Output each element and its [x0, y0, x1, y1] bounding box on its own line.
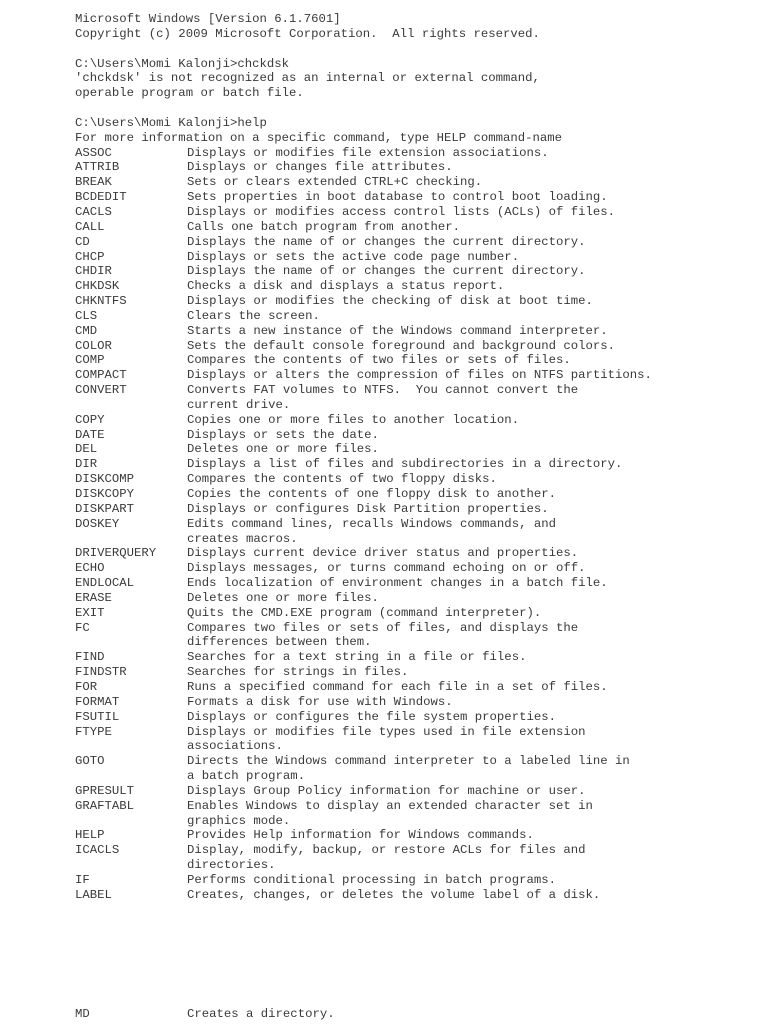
command-row: [75, 428, 755, 443]
command-row: [75, 725, 755, 740]
error-line-2: operable program or batch file.: [75, 86, 304, 101]
command-name: [75, 635, 187, 650]
command-description: Displays or sets the active code page number.: [187, 249, 520, 264]
command-description: Displays or alters the compression of files on NTFS partitions.: [187, 368, 652, 383]
command-name: MD: [75, 1007, 90, 1021]
command-name: DIR: [75, 457, 98, 472]
command-name: GPRESULT: [75, 783, 135, 798]
command-row-continuation: [75, 398, 755, 413]
command-row: [75, 843, 755, 858]
command-row: [75, 754, 755, 769]
command-name: GRAFTABL: [75, 798, 135, 813]
command-row: [75, 799, 755, 814]
command-row: [75, 250, 755, 265]
blank-line: [75, 101, 755, 116]
command-row: [75, 190, 755, 205]
command-description: Quits the CMD.EXE program (command interpreter).: [187, 605, 542, 620]
command-description: Provides Help information for Windows commands.: [187, 828, 534, 843]
command-name: CONVERT: [75, 383, 127, 398]
command-description: associations.: [187, 739, 283, 754]
command-name: COMP: [75, 353, 105, 368]
command-description: Copies the contents of one floppy disk to another.: [187, 487, 556, 501]
command-name: FC: [75, 620, 90, 635]
command-description: Deletes one or more files.: [187, 590, 379, 605]
command-row: [75, 710, 755, 725]
command-name: EXIT: [75, 605, 105, 620]
command-description: Displays or modifies file types used in file extension: [187, 724, 586, 739]
command-row-continuation: [75, 814, 755, 829]
command-description: Displays or configures the file system properties.: [187, 709, 556, 724]
command-name: FSUTIL: [75, 709, 120, 724]
command-name: CHCP: [75, 249, 105, 264]
command-row: [75, 175, 755, 190]
command-row: [75, 264, 755, 279]
command-description: Edits command lines, recalls Windows commands, and: [187, 516, 556, 531]
command-name: FTYPE: [75, 724, 112, 739]
command-description: graphics mode.: [187, 813, 291, 828]
command-name: ASSOC: [75, 145, 112, 160]
command-row: [75, 279, 755, 294]
command-row: [75, 472, 755, 487]
command-row: [75, 146, 755, 161]
command-description: Calls one batch program from another.: [187, 219, 461, 234]
command-name: CHKNTFS: [75, 294, 127, 309]
command-row: [75, 442, 755, 457]
command-description: Checks a disk and displays a status report.: [187, 279, 505, 294]
command-row: [75, 339, 755, 354]
command-description: creates macros.: [187, 531, 298, 546]
command-description: Searches for a text string in a file or files.: [187, 650, 527, 665]
command-row: [75, 680, 755, 695]
command-name: FINDSTR: [75, 665, 127, 680]
command-name: DATE: [75, 427, 105, 442]
command-description: Formats a disk for use with Windows.: [187, 694, 453, 709]
command-description: Displays Group Policy information for machine or user.: [187, 783, 586, 798]
command-name: GOTO: [75, 754, 105, 769]
command-row: [75, 665, 755, 680]
command-row: [75, 873, 755, 888]
command-row: [75, 324, 755, 339]
trailing-command-row: [75, 1007, 755, 1022]
command-description: Displays the name of or changes the current directory.: [187, 264, 586, 279]
command-description: Displays or configures Disk Partition properties.: [187, 501, 549, 516]
command-description: Converts FAT volumes to NTFS. You cannot convert the: [187, 383, 579, 398]
command-description: Creates, changes, or deletes the volume label of a disk.: [187, 887, 601, 902]
command-row: [75, 457, 755, 472]
command-description: Enables Windows to display an extended character set in: [187, 798, 593, 813]
command-name: CACLS: [75, 204, 112, 219]
command-row-continuation: [75, 739, 755, 754]
command-description: directories.: [187, 858, 276, 873]
command-description: Display, modify, backup, or restore ACLs for files and: [187, 843, 586, 858]
command-description: Runs a specified command for each file in a set of files.: [187, 679, 608, 694]
command-description: Sets or clears extended CTRL+C checking.: [187, 175, 483, 190]
command-row: [75, 413, 755, 428]
command-name: ENDLOCAL: [75, 576, 135, 591]
command-name: ICACLS: [75, 843, 120, 858]
command-row: [75, 502, 755, 517]
command-name: CALL: [75, 219, 105, 234]
prompt-chckdsk: C:\Users\Momi Kalonji>chckdsk: [75, 56, 290, 71]
command-name: [75, 398, 187, 413]
command-name: CD: [75, 234, 90, 249]
command-description: Directs the Windows command interpreter to a labeled line in: [187, 754, 630, 769]
command-name: DISKCOMP: [75, 472, 135, 487]
command-name: [75, 858, 187, 873]
command-name: CHDIR: [75, 264, 112, 279]
command-row: [75, 487, 755, 502]
command-description: Sets the default console foreground and background colors.: [187, 338, 616, 353]
command-description: Deletes one or more files.: [187, 442, 379, 457]
command-name: ECHO: [75, 561, 105, 576]
command-row: [75, 517, 755, 532]
command-description: Displays or sets the date.: [187, 427, 379, 442]
command-description: Displays the name of or changes the current directory.: [187, 234, 586, 249]
command-description: differences between them.: [187, 635, 372, 650]
command-name: FIND: [75, 650, 105, 665]
command-row: [75, 546, 755, 561]
command-description: Displays or modifies file extension associations.: [187, 145, 549, 160]
command-row: [75, 368, 755, 383]
command-row: [75, 220, 755, 235]
command-description: Ends localization of environment changes in a batch file.: [187, 576, 608, 591]
command-description: Displays a list of files and subdirectories in a directory.: [187, 457, 623, 472]
command-row: [75, 205, 755, 220]
command-row: [75, 606, 755, 621]
command-row: [75, 309, 755, 324]
command-description: Searches for strings in files.: [187, 665, 409, 680]
command-name: LABEL: [75, 887, 112, 902]
command-name: FORMAT: [75, 694, 120, 709]
command-row: [75, 591, 755, 606]
command-name: CLS: [75, 308, 98, 323]
command-name: COLOR: [75, 338, 112, 353]
version-line: Microsoft Windows [Version 6.1.7601]: [75, 12, 341, 26]
command-row: [75, 235, 755, 250]
command-description: Performs conditional processing in batch programs.: [187, 872, 556, 887]
command-name: BREAK: [75, 175, 112, 190]
command-row: [75, 561, 755, 576]
command-name: [75, 769, 187, 784]
command-name: CHKDSK: [75, 279, 120, 294]
command-name: COMPACT: [75, 368, 127, 383]
command-name: COPY: [75, 412, 105, 427]
error-line-1: 'chckdsk' is not recognized as an internal or external command,: [75, 71, 540, 86]
command-description: Copies one or more files to another location.: [187, 412, 520, 427]
command-row-continuation: [75, 858, 755, 873]
console-output: [75, 12, 755, 903]
command-description: Starts a new instance of the Windows command interpreter.: [187, 323, 608, 338]
command-description: a batch program.: [187, 769, 306, 784]
command-name: DOSKEY: [75, 516, 120, 531]
command-row: [75, 650, 755, 665]
command-name: CMD: [75, 323, 98, 338]
command-description: Compares two files or sets of files, and displays the: [187, 620, 579, 635]
command-row: [75, 294, 755, 309]
command-row: [75, 576, 755, 591]
command-description: Creates a directory.: [187, 1007, 335, 1021]
command-description: Displays or modifies access control lists (ACLs) of files.: [187, 204, 616, 219]
command-row: [75, 621, 755, 636]
command-name: FOR: [75, 679, 98, 694]
command-name: [75, 814, 187, 829]
command-row: [75, 353, 755, 368]
command-row-continuation: [75, 635, 755, 650]
command-description: current drive.: [187, 397, 291, 412]
command-row-continuation: [75, 532, 755, 547]
command-description: Sets properties in boot database to control boot loading.: [187, 190, 608, 205]
command-description: Displays or modifies the checking of disk at boot time.: [187, 294, 593, 309]
command-list: [75, 146, 755, 903]
command-description: Compares the contents of two files or sets of files.: [187, 353, 571, 368]
command-row: [75, 160, 755, 175]
command-name: HELP: [75, 828, 105, 843]
command-description: Clears the screen.: [187, 308, 320, 323]
blank-line: [75, 42, 755, 57]
command-name: BCDEDIT: [75, 190, 127, 205]
command-name: IF: [75, 872, 90, 887]
command-row: [75, 383, 755, 398]
command-description: Displays current device driver status and properties.: [187, 546, 579, 561]
command-name: ERASE: [75, 590, 112, 605]
command-name: DRIVERQUERY: [75, 546, 157, 561]
copyright-line: Copyright (c) 2009 Microsoft Corporation. All rights reserved.: [75, 26, 540, 41]
command-row: [75, 695, 755, 710]
command-name: DISKPART: [75, 501, 135, 516]
help-intro: For more information on a specific command, type HELP command-name: [75, 130, 563, 145]
command-name: [75, 739, 187, 754]
command-row: [75, 784, 755, 799]
command-name: DEL: [75, 442, 98, 457]
command-description: Displays or changes file attributes.: [187, 160, 453, 175]
command-description: Displays messages, or turns command echoing on or off.: [187, 561, 586, 576]
command-row: [75, 828, 755, 843]
command-name: DISKCOPY: [75, 487, 135, 501]
command-name: [75, 532, 187, 547]
prompt-help: C:\Users\Momi Kalonji>help: [75, 115, 267, 130]
command-row-continuation: [75, 769, 755, 784]
command-row: [75, 888, 755, 903]
command-description: Compares the contents of two floppy disks.: [187, 472, 497, 487]
command-name: ATTRIB: [75, 160, 120, 175]
